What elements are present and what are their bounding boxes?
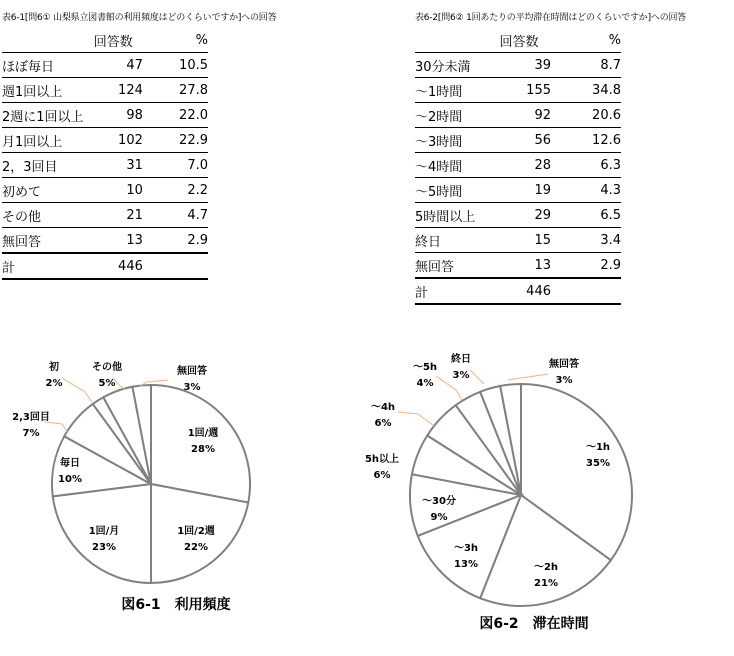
table2-row-label: 終日: [415, 228, 487, 253]
pie2-slice-pct: 3%: [555, 375, 573, 386]
table2-row-count: 39: [487, 53, 551, 78]
table1-row-count: 124: [84, 78, 143, 103]
table2-row-label: 計: [415, 278, 487, 304]
table1-row-count: 13: [84, 228, 143, 254]
table1-row-label: 2週に1回以上: [2, 103, 84, 128]
table1-row-label: 2，3回目: [2, 153, 84, 178]
pie1-slice-name: 1回/月: [88, 526, 120, 537]
table1-row-pct: 2.2: [143, 178, 208, 203]
pie2-leader-line: [398, 412, 434, 426]
pie2-slice-pct: 35%: [586, 458, 610, 469]
table2-row-pct: 4.3: [551, 178, 621, 203]
table2-row-count: 13: [487, 253, 551, 279]
table1-row-label: 月1回以上: [2, 128, 84, 153]
pie1-leader-line: [62, 378, 92, 402]
pie2-slice-name: ～5h: [412, 362, 438, 373]
table2-row-pct: 8.7: [551, 53, 621, 78]
pie2-slice-pct: 21%: [534, 578, 558, 589]
table2-row-count: 29: [487, 203, 551, 228]
pie1-slice-name: 1回/2週: [177, 526, 215, 537]
pie2-slice-pct: 4%: [416, 378, 434, 389]
table2-row-pct: 34.8: [551, 78, 621, 103]
table2-row-pct: 12.6: [551, 128, 621, 153]
table2-row-count: 15: [487, 228, 551, 253]
pie2-slice-name: 5h以上: [364, 454, 400, 465]
pie1-slice-name: 1回/週: [187, 428, 219, 439]
table2-header-pct: %: [551, 28, 621, 53]
table1-row-count: 31: [84, 153, 143, 178]
pie1-slice-pct: 28%: [191, 444, 215, 455]
table1-row-pct: 4.7: [143, 203, 208, 228]
table1-row-count: 102: [84, 128, 143, 153]
pie1-slice-pct: 3%: [183, 382, 201, 393]
table2-row-label: ～5時間: [415, 178, 487, 203]
pie2-slice-pct: 3%: [452, 370, 470, 381]
table2-title: 表6-2[問6② 1回あたりの平均滞在時間はどのくらいですか]への回答: [415, 13, 687, 23]
table1-row-pct: 7.0: [143, 153, 208, 178]
table1-row-pct: 27.8: [143, 78, 208, 103]
table1-title: 表6-1[問6① 山梨県立図書館の利用頻度はどのくらいですか]への回答: [2, 13, 277, 23]
table2-row-pct: 2.9: [551, 253, 621, 279]
table2-row-pct: 6.3: [551, 153, 621, 178]
pie1-slice-name: 2,3回目: [12, 412, 50, 423]
pie1-slice-name: その他: [92, 362, 122, 373]
table2-row-count: 155: [487, 78, 551, 103]
pie2-slice-name: ～3h: [453, 543, 479, 554]
table1-row-count: 98: [84, 103, 143, 128]
pie1-slice-pct: 23%: [92, 542, 116, 553]
pie2-slice-pct: 9%: [430, 512, 448, 523]
pie1-slice-name: 毎日: [60, 458, 80, 469]
table2-row-pct: 6.5: [551, 203, 621, 228]
pie2-caption: 図6-2 滞在時間: [479, 616, 589, 632]
pie2-leader-line: [470, 370, 484, 384]
table2-row-label: 5時間以上: [415, 203, 487, 228]
table2-row-pct: 20.6: [551, 103, 621, 128]
pie2-slice-pct: 6%: [374, 418, 392, 429]
table1-row-count: 21: [84, 203, 143, 228]
pie1-slice-pct: 22%: [184, 542, 208, 553]
pie2-slice-pct: 6%: [373, 470, 391, 481]
pie1-leader-line: [45, 422, 68, 433]
table2-row-label: 無回答: [415, 253, 487, 279]
table2-row-pct: 3.4: [551, 228, 621, 253]
table2-row-label: 30分未満: [415, 53, 487, 78]
pie1-slice-pct: 5%: [98, 378, 116, 389]
table2-row-label: ～1時間: [415, 78, 487, 103]
table1-row-count: 47: [84, 53, 143, 78]
pie1-slice-pct: 10%: [58, 474, 82, 485]
table2-row-count: 92: [487, 103, 551, 128]
table2-row-label: ～4時間: [415, 153, 487, 178]
pie-chart-stay-duration: [365, 352, 632, 606]
table2-row-count: 19: [487, 178, 551, 203]
pie-chart-usage-frequency: [12, 360, 250, 583]
table1-row-label: その他: [2, 203, 84, 228]
table2-header-count: 回答数: [487, 28, 551, 53]
table1-row-pct: 22.9: [143, 128, 208, 153]
table1-row-label: 計: [2, 253, 84, 279]
table1-row-pct: 10.5: [143, 53, 208, 78]
table1-row-label: 週1回以上: [2, 78, 84, 103]
pie2-slice-name: ～4h: [370, 402, 396, 413]
table2-row-count: 446: [487, 278, 551, 304]
pie1-slice-name: 初: [49, 362, 59, 373]
table2-row-label: ～3時間: [415, 128, 487, 153]
table1-header-pct: %: [143, 28, 208, 53]
pie1-slice-name: 無回答: [177, 366, 207, 377]
table1-row-label: 無回答: [2, 228, 84, 254]
table2-row-count: 56: [487, 128, 551, 153]
pie1-slice-pct: 7%: [22, 428, 40, 439]
table1-header-count: 回答数: [84, 28, 143, 53]
table1-row-count: 10: [84, 178, 143, 203]
pie2-slice-pct: 13%: [454, 559, 478, 570]
table1-row-label: ほぼ毎日: [2, 53, 84, 78]
table2-row-label: ～2時間: [415, 103, 487, 128]
table1-row-label: 初めて: [2, 178, 84, 203]
table1-row-pct: 22.0: [143, 103, 208, 128]
pie2-leader-line: [508, 374, 548, 380]
pie1-slice-pct: 2%: [45, 378, 63, 389]
pie2-slice-name: 無回答: [549, 359, 579, 370]
pie2-slice-name: ～2h: [533, 562, 559, 573]
pie2-slice-name: ～30分: [422, 496, 456, 507]
pie2-slice-name: ～1h: [585, 442, 611, 453]
table1-row-pct: 2.9: [143, 228, 208, 254]
pie1-caption: 図6-1 利用頻度: [121, 597, 231, 613]
table1-row-count: 446: [84, 253, 143, 279]
pie2-slice-name: 終日: [451, 354, 471, 365]
table2-row-count: 28: [487, 153, 551, 178]
